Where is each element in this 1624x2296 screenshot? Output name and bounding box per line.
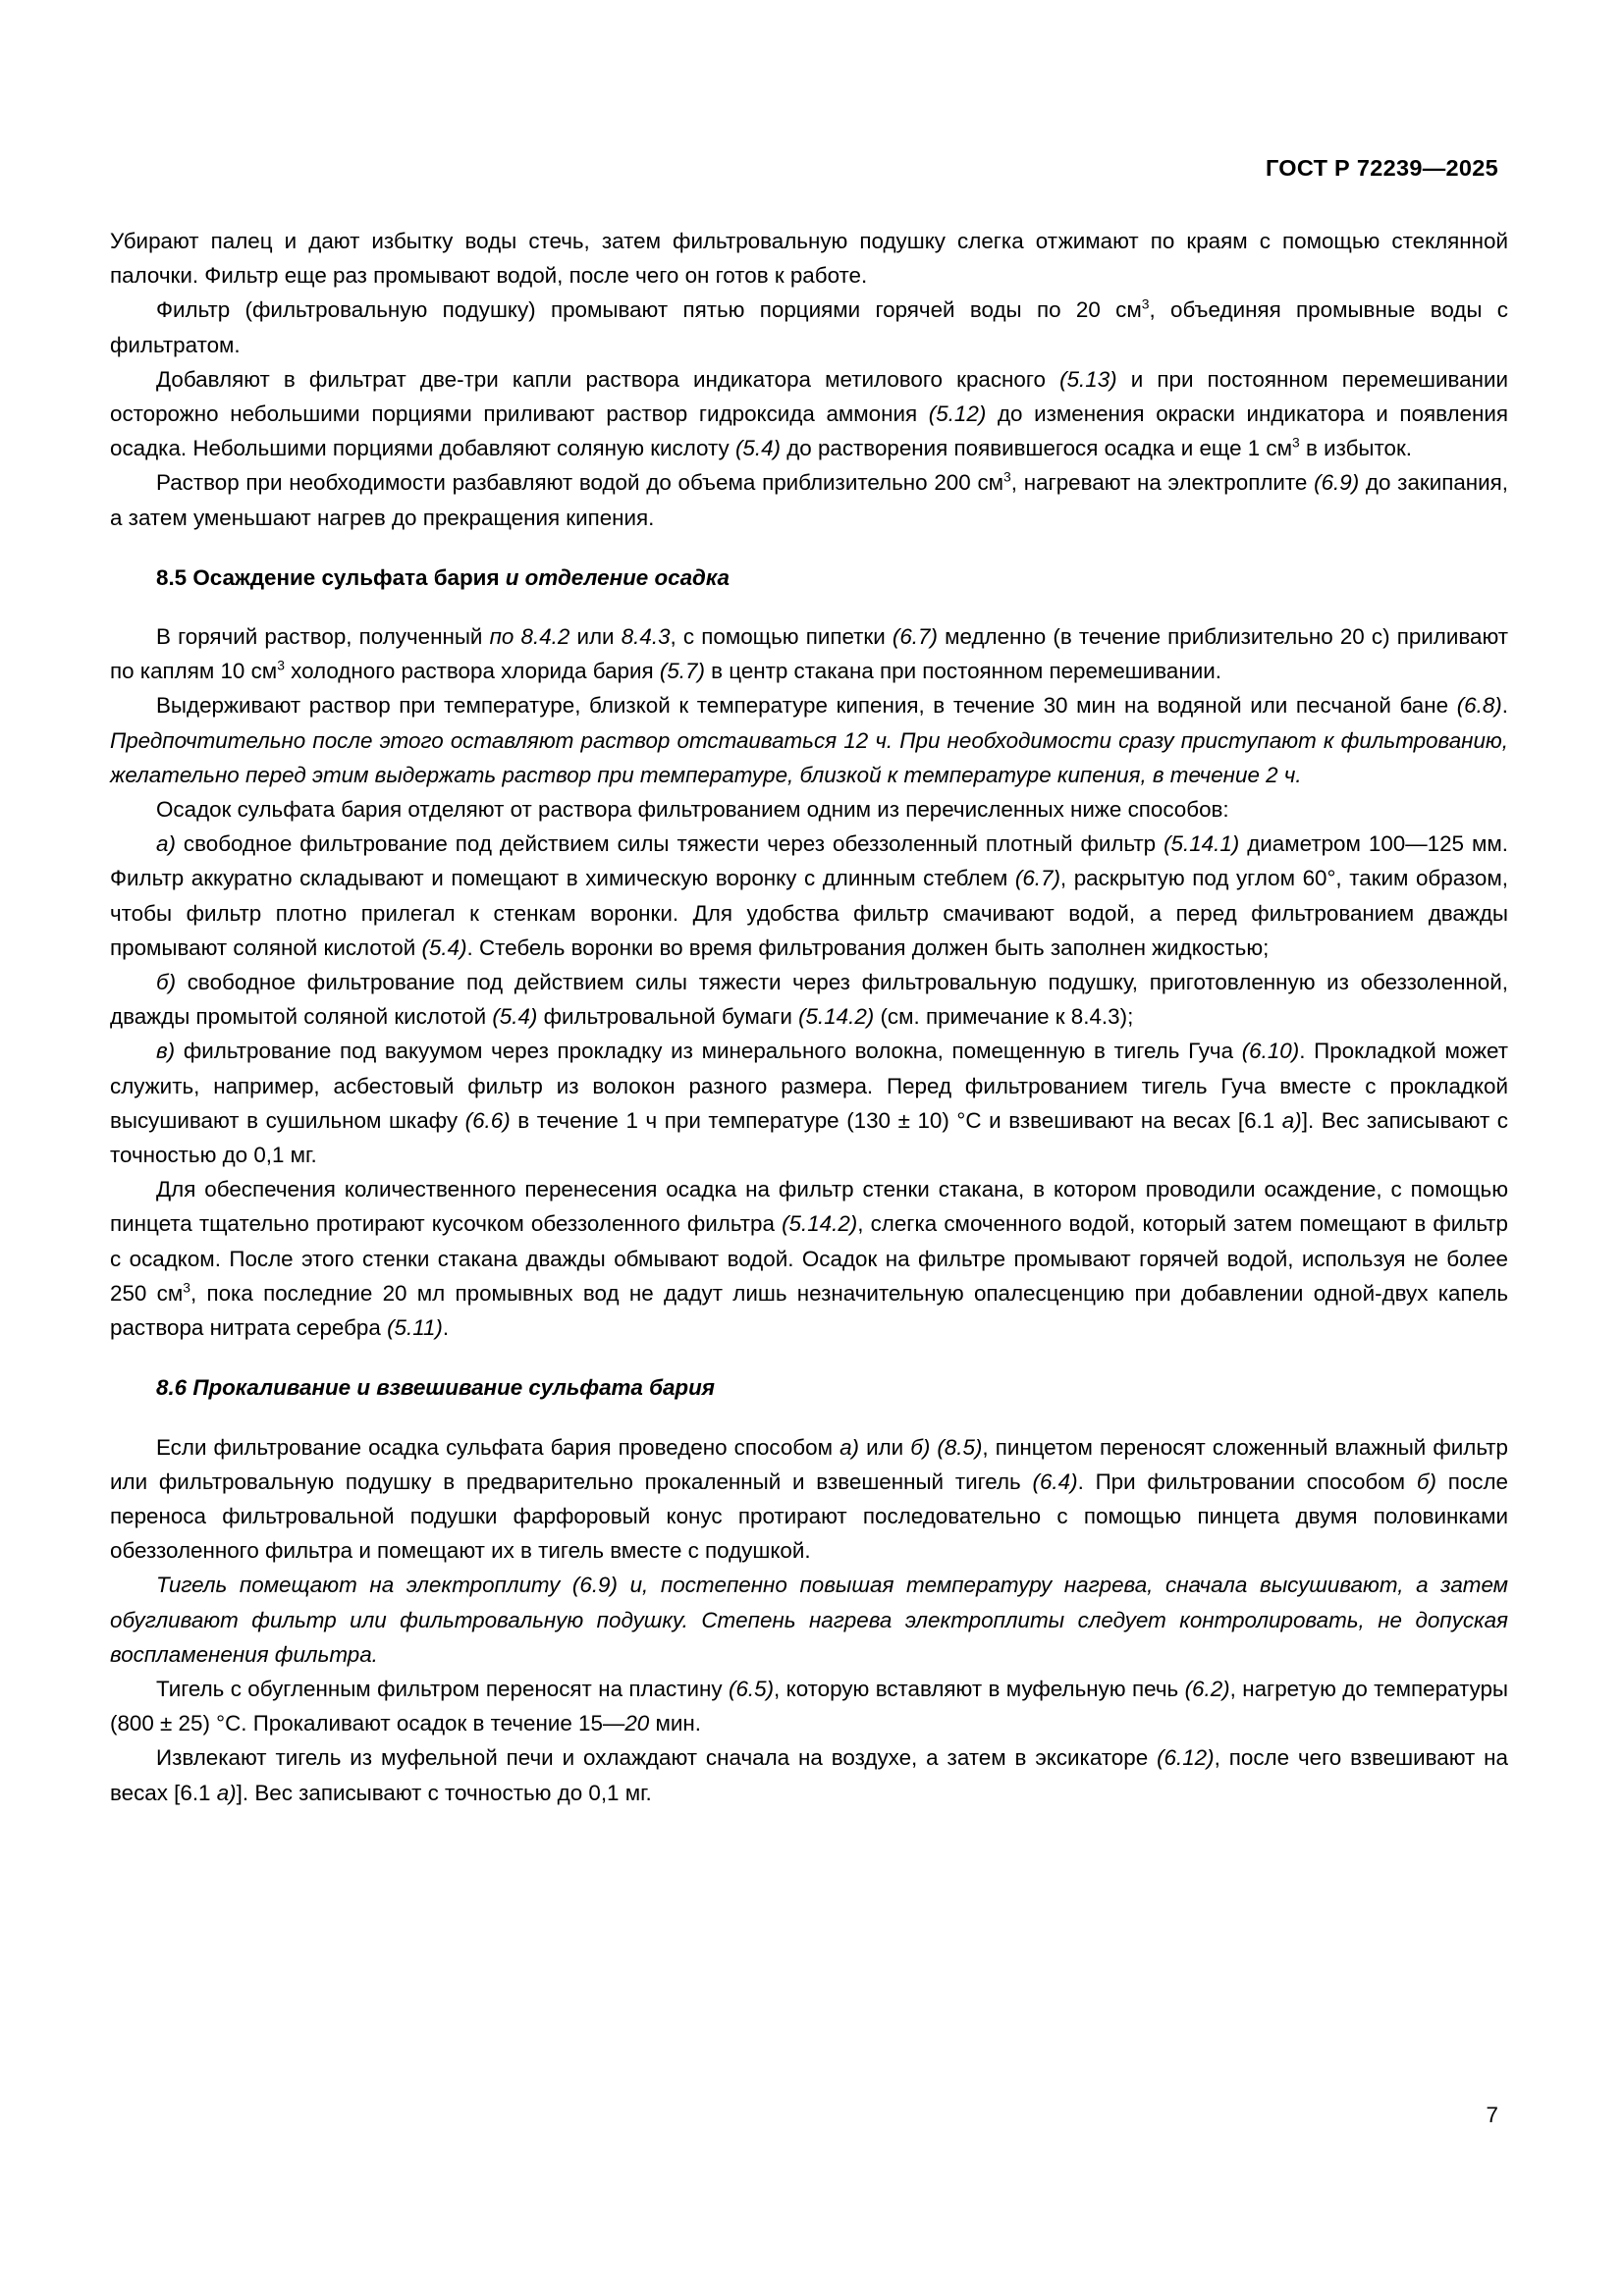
heading-8-5-italic-part: и отделение осадка [505, 564, 730, 590]
paragraph-3-text-c: до изменения окраски индикатора и появления осадка. Небольшими порциями добавляют соляную кислоту [110, 401, 1508, 461]
paragraph-6 [110, 688, 1508, 792]
paragraph-5-ref-3: (6.7) [892, 624, 938, 650]
paragraph-13 [110, 1568, 1508, 1672]
paragraph-14-ref-3: 20 [624, 1711, 650, 1736]
paragraph-1-text: Убирают палец и дают избытку воды стечь, затем фильтровальную подушку слегка отжимают по краям с помощью стеклянной палочки. Фильтр еще раз промывают водой, после чего он готов к работе. [110, 229, 1508, 289]
paragraph-12-ref-1: а) [839, 1434, 859, 1460]
paragraph-3-text-a: Добавляют в фильтрат две-три капли раствора индикатора метилового красного [156, 366, 1060, 392]
paragraph-3-ref-2: (5.12) [928, 401, 987, 427]
paragraph-4-ref-1: (6.9) [1314, 470, 1360, 496]
paragraph-8-ref-1: (5.14.1) [1164, 831, 1240, 857]
paragraph-5-ref-1: по 8.4.2 [489, 624, 570, 650]
paragraph-2-superscript: 3 [1141, 295, 1150, 312]
paragraph-10-ref-3: а) [1281, 1107, 1302, 1133]
paragraph-8-text-c: , раскрытую под углом 60°, таким образом, чтобы фильтр плотно прилегал к стенкам воронки. Для удобства фильтр смачивают водой, а перед фильтрованием дважды промывают соляной кислотой [110, 866, 1508, 960]
paragraph-11 [110, 1172, 1508, 1345]
paragraph-6-text-a: Выдерживают раствор при температуре, близкой к температуре кипения, в течение 30 мин на водяной или песчаной бане [156, 693, 1457, 719]
paragraph-9-ref-2: (5.14.2) [798, 1004, 875, 1030]
paragraph-12-ref-4: б) [1416, 1468, 1436, 1494]
paragraph-2-text-a: Фильтр (фильтровальную подушку) промывают пятью порциями горячей воды по 20 см [156, 297, 1142, 323]
paragraph-8-text-b: диаметром 100—125 мм. Фильтр аккуратно складывают и помещают в химическую воронку с длинным стеблем [110, 831, 1508, 891]
paragraph-12-text-d: . При фильтровании способом [1077, 1468, 1417, 1494]
paragraph-5-text-e: холодного раствора хлорида бария [284, 659, 660, 684]
paragraph-15-text-b: , после чего взвешивают на весах [6.1 [110, 1745, 1508, 1805]
paragraph-5 [110, 619, 1508, 688]
paragraph-11-text-c: , пока последние 20 мл промывных вод не дадут лишь незначительную опалесценцию при добавлении одной-двух капель раствора нитрата серебра [110, 1280, 1508, 1341]
paragraph-3-text-d: до растворения появившегося осадка и еще 1 см [780, 436, 1293, 461]
paragraph-10-item-v [110, 1034, 1508, 1172]
paragraph-8-ref-3: (5.4) [421, 934, 467, 960]
paragraph-5-ref-4: (5.7) [659, 659, 705, 684]
paragraph-12-ref-3: (6.4) [1032, 1468, 1078, 1494]
heading-8-5-number: 8.5 Осаждение сульфата бария [156, 564, 506, 590]
paragraph-15 [110, 1740, 1508, 1809]
paragraph-5-superscript: 3 [277, 657, 285, 673]
paragraph-5-ref-2: 8.4.3 [621, 624, 671, 650]
paragraph-11-text-a: Для обеспечения количественного перенесения осадка на фильтр стенки стакана, в котором проводили осаждение, с помощью пинцета тщательно протирают кусочком обеззоленного фильтра [110, 1177, 1508, 1237]
paragraph-2-text-b: , объединяя промывные воды с фильтратом. [110, 297, 1508, 357]
paragraph-5-text-d: медленно (в течение приблизительно 20 с) приливают по каплям 10 см [110, 624, 1508, 684]
paragraph-15-text-a: Извлекают тигель из муфельной печи и охлаждают сначала на воздухе, а затем в эксикаторе [156, 1745, 1158, 1771]
paragraph-14-text-d: мин. [649, 1711, 701, 1736]
paragraph-12-text-a: Если фильтрование осадка сульфата бария проведено способом [156, 1434, 840, 1460]
paragraph-3-ref-3: (5.4) [734, 436, 781, 461]
paragraph-8-item-a [110, 827, 1508, 965]
paragraph-13-italic-note: Тигель помещают на электроплиту (6.9) и, постепенно повышая температуру нагрева, сначала высушивают, а затем обугливают фильтр или фильтровальную подушку. Степень нагрева электроплиты следует контролировать, не допуская воспламенения фильтра. [110, 1573, 1508, 1667]
paragraph-9-text-a: свободное фильтрование под действием силы тяжести через фильтровальную подушку, приготовленную из обеззоленной, дважды промытой соляной кислотой [110, 970, 1508, 1030]
paragraph-9-text-b: фильтровальной бумаги [537, 1004, 799, 1030]
paragraph-14-text-b: , которую вставляют в муфельную печь [774, 1676, 1185, 1701]
paragraph-10-text-d: ]. Вес записывают с точностью до 0,1 мг. [110, 1107, 1508, 1168]
paragraph-15-ref-2: а) [216, 1780, 237, 1805]
paragraph-15-text-c: ]. Вес записывают с точностью до 0,1 мг. [236, 1780, 652, 1805]
paragraph-3-ref-1: (5.13) [1059, 366, 1117, 392]
paragraph-12-text-c: , пинцетом переносят сложенный влажный фильтр или фильтровальную подушку в предварительно прокаленный и взвешенный тигель [110, 1434, 1508, 1494]
spacer-before-heading-8-6 [110, 1345, 1508, 1370]
paragraph-8-text-a: свободное фильтрование под действием силы тяжести через обеззоленный плотный фильтр [175, 831, 1164, 857]
paragraph-15-ref-1: (6.12) [1157, 1745, 1215, 1771]
list-marker-a: а) [156, 831, 176, 857]
heading-8-6 [110, 1370, 1508, 1405]
paragraph-3 [110, 362, 1508, 466]
document-body [110, 224, 1508, 1810]
paragraph-5-text-b: или [569, 624, 622, 650]
paragraph-10-text-b: . Прокладкой может служить, например, асбестовый фильтр из волокон разного размера. Перед фильтрованием тигель Гуча вместе с прокладкой высушивают в сушильном шкафу [110, 1039, 1508, 1133]
paragraph-5-text-a: В горячий раствор, полученный [156, 624, 490, 650]
paragraph-12-ref-2: б) (8.5) [910, 1434, 983, 1460]
paragraph-12-text-e: после переноса фильтровальной подушки фарфоровый конус протирают последовательно с помощью пинцета двумя половинками обеззоленного фильтра и помещают их в тигель вместе с подушкой. [110, 1468, 1509, 1564]
paragraph-3-text-e: в избыток. [1299, 436, 1412, 461]
paragraph-6-ref-1: (6.8) [1456, 693, 1502, 719]
paragraph-4-superscript: 3 [1003, 468, 1011, 485]
paragraph-11-superscript: 3 [183, 1279, 190, 1296]
paragraph-11-ref-1: (5.14.2) [782, 1211, 858, 1237]
list-marker-b: б) [156, 970, 177, 995]
paragraph-6-text-b: . [1501, 693, 1508, 719]
paragraph-14-ref-1: (6.5) [728, 1676, 775, 1701]
paragraph-8-text-d: . Стебель воронки во время фильтрования должен быть заполнен жидкостью; [466, 934, 1270, 960]
paragraph-9-item-b [110, 965, 1508, 1034]
paragraph-7-text: Осадок сульфата бария отделяют от раствора фильтрованием одним из перечисленных ниже способов: [156, 797, 1229, 823]
paragraph-10-ref-2: (6.6) [464, 1107, 511, 1133]
paragraph-2 [110, 293, 1508, 361]
paragraph-5-text-c: , с помощью пипетки [670, 624, 893, 650]
paragraph-8-ref-2: (6.7) [1014, 866, 1060, 891]
paragraph-11-text-d: . [442, 1315, 450, 1341]
paragraph-4-text-a: Раствор при необходимости разбавляют водой до объема приблизительно 200 см [156, 470, 1004, 496]
page-header-standard-number: ГОСТ Р 72239—2025 [1266, 155, 1498, 181]
heading-8-5 [110, 561, 1508, 595]
paragraph-11-text-b: , слегка смоченного водой, который затем помещают в фильтр с осадком. После этого стенки стакана дважды обмывают водой. Осадок на фильтре промывают горячей водой, используя не более 250 см [110, 1211, 1508, 1306]
page-number: 7 [1486, 2103, 1498, 2127]
paragraph-1 [110, 224, 1508, 293]
paragraph-7 [110, 792, 1508, 827]
paragraph-14-ref-2: (6.2) [1184, 1676, 1230, 1701]
paragraph-14-text-c: , нагретую до температуры (800 ± 25) °С. Прокаливают осадок в течение 15— [110, 1676, 1509, 1736]
paragraph-4-text-b: , нагревают на электроплите [1010, 470, 1315, 496]
spacer-after-heading-8-5 [110, 595, 1508, 619]
paragraph-10-text-a: фильтрование под вакуумом через прокладку из минерального волокна, помещенную в тигель Гуча [175, 1039, 1242, 1064]
paragraph-6-italic-note: Предпочтительно после этого оставляют раствор отстаиваться 12 ч. При необходимости сразу приступают к фильтрованию, желательно перед этим выдержать раствор при температуре, близкой к температуре кипения, в течение 2 ч. [110, 727, 1508, 787]
paragraph-9-text-c: (см. примечание к 8.4.3); [874, 1004, 1134, 1030]
paragraph-11-ref-2: (5.11) [387, 1315, 443, 1341]
paragraph-9-ref-1: (5.4) [492, 1004, 538, 1030]
paragraph-10-text-c: в течение 1 ч при температуре (130 ± 10) °С и взвешивают на весах [6.1 [510, 1107, 1282, 1133]
heading-8-6-text: 8.6 Прокаливание и взвешивание сульфата бария [156, 1375, 715, 1401]
spacer-after-heading-8-6 [110, 1406, 1508, 1430]
paragraph-10-ref-1: (6.10) [1241, 1039, 1300, 1064]
paragraph-3-superscript: 3 [1292, 434, 1300, 451]
paragraph-12 [110, 1430, 1508, 1569]
paragraph-5-text-f: в центр стакана при постоянном перемешивании. [704, 659, 1221, 684]
paragraph-14 [110, 1672, 1508, 1740]
paragraph-12-text-b: или [858, 1434, 911, 1460]
paragraph-14-text-a: Тигель с обугленным фильтром переносят на пластину [156, 1676, 729, 1701]
spacer-before-heading-8-5 [110, 535, 1508, 561]
paragraph-4 [110, 465, 1508, 534]
list-marker-v: в) [156, 1039, 176, 1064]
paragraph-3-text-b: и при постоянном перемешивании осторожно небольшими порциями приливают раствор гидроксида аммония [110, 366, 1508, 427]
paragraph-4-text-c: до закипания, а затем уменьшают нагрев до прекращения кипения. [110, 470, 1508, 530]
